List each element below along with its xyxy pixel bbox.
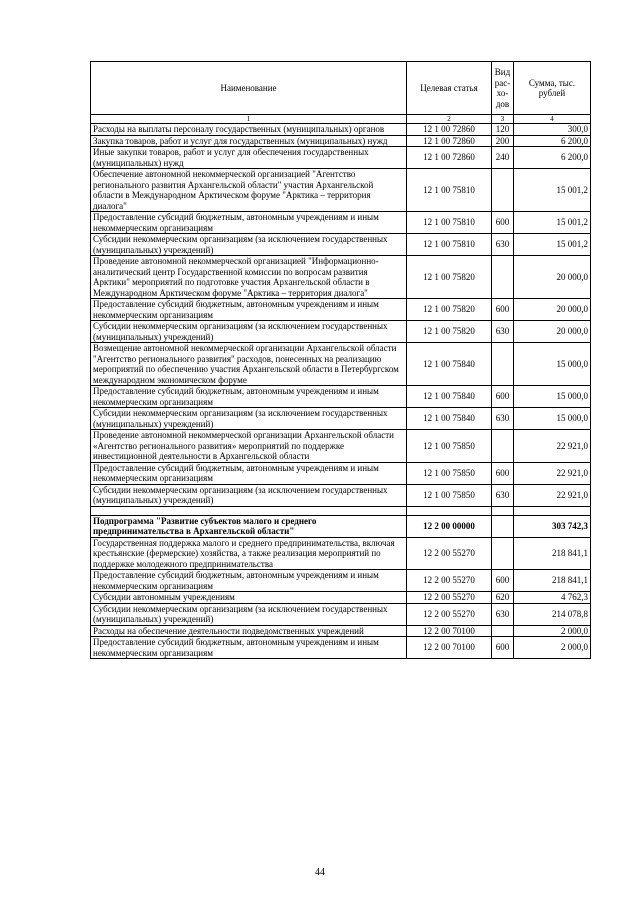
- cell-sum: 4 762,3: [514, 592, 591, 604]
- header-row: [91, 62, 591, 115]
- cell-code: 12 2 00 55270: [407, 570, 492, 592]
- cell-code: 12 1 00 75840: [407, 343, 492, 386]
- table-row: [91, 484, 591, 506]
- table-row: [91, 321, 591, 343]
- cell-code: 12 1 00 75820: [407, 299, 492, 321]
- cell-vid: 600: [492, 299, 514, 321]
- cell-vid: [492, 256, 514, 299]
- table-row: [91, 625, 591, 637]
- cell-vid: 630: [492, 408, 514, 430]
- cell-name: Субсидии автономным учреждениям: [91, 592, 407, 604]
- cell-vid: [492, 625, 514, 637]
- table-row: [91, 515, 591, 537]
- cell-name: Субсидии некоммерческим организациям (за исключением государственных (муниципальных) учреждений): [91, 484, 407, 506]
- cell-vid: 630: [492, 484, 514, 506]
- table-row: [91, 603, 591, 625]
- table-row: [91, 256, 591, 299]
- cell-vid: 620: [492, 592, 514, 604]
- cell-code: 12 1 00 75850: [407, 430, 492, 463]
- cell-name: Субсидии некоммерческим организациям (за исключением государственных (муниципальных) учреждений): [91, 321, 407, 343]
- cell-name: Проведение автономной некоммерческой организации Архангельской области «Агентство регионального развития» мероприятий по поддержке инвестиционной деятельности в Архангельской области: [91, 430, 407, 463]
- cell-vid: 600: [492, 570, 514, 592]
- cell-code: 12 1 00 75850: [407, 462, 492, 484]
- cell-sum: 214 078,8: [514, 603, 591, 625]
- table-body: [91, 124, 591, 659]
- cell-code: 12 1 00 75850: [407, 484, 492, 506]
- table-row: [91, 537, 591, 570]
- header-code: Целевая статья: [407, 62, 492, 115]
- cell-vid: 200: [492, 135, 514, 147]
- table-row: [91, 592, 591, 604]
- cell-name: Предоставление субсидий бюджетным, автономным учреждениям и иным некоммерческим организациям: [91, 462, 407, 484]
- cell-name: Расходы на обеспечение деятельности подведомственных учреждений: [91, 625, 407, 637]
- cell-vid: 630: [492, 321, 514, 343]
- cell-name: Расходы на выплаты персоналу государственных (муниципальных) органов: [91, 124, 407, 136]
- cell-name: Иные закупки товаров, работ и услуг для обеспечения государственных (муниципальных) нужд: [91, 147, 407, 169]
- cell-name: Проведение автономной некоммерческой организацией "Информационно-аналитический центр Государственной комиссии по вопросам развития Арктики" мероприятий по подготовке участия Архангельской области в Международном Арктическом форуме "Арктика – территория диалога": [91, 256, 407, 299]
- cell-vid: 600: [492, 212, 514, 234]
- cell-name: Закупка товаров, работ и услуг для государственных (муниципальных) нужд: [91, 135, 407, 147]
- cell-name: Предоставление субсидий бюджетным, автономным учреждениям и иным некоммерческим организациям: [91, 570, 407, 592]
- cell-sum: 22 921,0: [514, 430, 591, 463]
- table-row: [91, 506, 591, 515]
- cell-sum: 20 000,0: [514, 321, 591, 343]
- table-row: [91, 147, 591, 169]
- cell-sum: 15 001,2: [514, 169, 591, 212]
- table-row: [91, 299, 591, 321]
- cell-name: Предоставление субсидий бюджетным, автономным учреждениям и иным некоммерческим организациям: [91, 386, 407, 408]
- cell-code: 12 1 00 75840: [407, 408, 492, 430]
- cell-name: Предоставление субсидий бюджетным, автономным учреждениям и иным некоммерческим организациям: [91, 637, 407, 659]
- cell-vid: [492, 343, 514, 386]
- cell-code: 12 1 00 75810: [407, 234, 492, 256]
- cell-name: Субсидии некоммерческим организациям (за исключением государственных (муниципальных) учреждений): [91, 234, 407, 256]
- column-number: 2: [407, 115, 492, 124]
- cell-sum: 20 000,0: [514, 299, 591, 321]
- cell-vid: 630: [492, 234, 514, 256]
- cell-sum: 15 000,0: [514, 343, 591, 386]
- cell-vid: [492, 515, 514, 537]
- cell-sum: 218 841,1: [514, 570, 591, 592]
- header-name: Наименование: [91, 62, 407, 115]
- table-row: [91, 234, 591, 256]
- cell-sum: 218 841,1: [514, 537, 591, 570]
- table-row: [91, 386, 591, 408]
- page-number: 44: [315, 867, 325, 878]
- cell-vid: [492, 506, 514, 515]
- table-row: [91, 343, 591, 386]
- cell-name: Предоставление субсидий бюджетным, автономным учреждениям и иным некоммерческим организациям: [91, 299, 407, 321]
- cell-name: Возмещение автономной некоммерческой организации Архангельской области "Агентство регионального развития" расходов, понесенных на реализацию мероприятий по обеспечению участия Архангельской области в Петербургском международном экономическом форуме: [91, 343, 407, 386]
- column-number: 3: [492, 115, 514, 124]
- cell-sum: 303 742,3: [514, 515, 591, 537]
- cell-name: Обеспечение автономной некоммерческой организацией "Агентство регионального развития Архангельской области" участия Архангельской области в Международном Арктическом форуме "Арктика – территория диалога": [91, 169, 407, 212]
- cell-sum: 15 000,0: [514, 386, 591, 408]
- cell-name: Государственная поддержка малого и среднего предпринимательства, включая крестьянские (фермерские) хозяйства, а также реализация мероприятий по поддержке молодежного предпринимательства: [91, 537, 407, 570]
- header-sum: Сумма, тыс. рублей: [514, 62, 591, 115]
- cell-name: Субсидии некоммерческим организациям (за исключением государственных (муниципальных) учреждений): [91, 408, 407, 430]
- table-row: [91, 637, 591, 659]
- cell-code: 12 2 00 55270: [407, 592, 492, 604]
- cell-vid: 600: [492, 386, 514, 408]
- column-number: 1: [91, 115, 407, 124]
- cell-sum: 2 000,0: [514, 625, 591, 637]
- cell-sum: 22 921,0: [514, 462, 591, 484]
- cell-name: Субсидии некоммерческим организациям (за исключением государственных (муниципальных) учреждений): [91, 603, 407, 625]
- table-row: [91, 212, 591, 234]
- cell-vid: 600: [492, 462, 514, 484]
- cell-code: 12 1 00 75840: [407, 386, 492, 408]
- header-vid: Вид рас- хо- дов: [492, 62, 514, 115]
- cell-vid: 240: [492, 147, 514, 169]
- table-row: [91, 430, 591, 463]
- column-number: 4: [514, 115, 591, 124]
- table-row: [91, 124, 591, 136]
- column-number-row: [91, 115, 591, 124]
- cell-sum: 6 200,0: [514, 135, 591, 147]
- cell-vid: [492, 169, 514, 212]
- cell-sum: 6 200,0: [514, 147, 591, 169]
- cell-code: 12 1 00 75820: [407, 256, 492, 299]
- cell-code: 12 1 00 75810: [407, 169, 492, 212]
- cell-code: 12 2 00 55270: [407, 603, 492, 625]
- cell-code: 12 2 00 70100: [407, 625, 492, 637]
- table-row: [91, 169, 591, 212]
- cell-code: 12 1 00 72860: [407, 147, 492, 169]
- cell-sum: 15 001,2: [514, 212, 591, 234]
- cell-sum: 22 921,0: [514, 484, 591, 506]
- cell-vid: 630: [492, 603, 514, 625]
- budget-table: [90, 61, 591, 659]
- cell-sum: 20 000,0: [514, 256, 591, 299]
- table-row: [91, 462, 591, 484]
- cell-code: 12 2 00 00000: [407, 515, 492, 537]
- cell-sum: [514, 506, 591, 515]
- cell-sum: 2 000,0: [514, 637, 591, 659]
- cell-sum: 15 001,2: [514, 234, 591, 256]
- table-row: [91, 135, 591, 147]
- cell-vid: [492, 537, 514, 570]
- cell-code: 12 1 00 72860: [407, 135, 492, 147]
- cell-vid: 600: [492, 637, 514, 659]
- cell-name: Подпрограмма "Развитие субъектов малого и среднего предпринимательства в Архангельской области": [91, 515, 407, 537]
- cell-code: 12 1 00 75810: [407, 212, 492, 234]
- cell-vid: [492, 430, 514, 463]
- cell-code: 12 1 00 75820: [407, 321, 492, 343]
- cell-vid: 120: [492, 124, 514, 136]
- cell-sum: 15 000,0: [514, 408, 591, 430]
- cell-name: [91, 506, 407, 515]
- cell-code: 12 2 00 70100: [407, 637, 492, 659]
- cell-code: [407, 506, 492, 515]
- cell-sum: 300,0: [514, 124, 591, 136]
- cell-name: Предоставление субсидий бюджетным, автономным учреждениям и иным некоммерческим организациям: [91, 212, 407, 234]
- table-row: [91, 408, 591, 430]
- table-row: [91, 570, 591, 592]
- cell-code: 12 1 00 72860: [407, 124, 492, 136]
- cell-code: 12 2 00 55270: [407, 537, 492, 570]
